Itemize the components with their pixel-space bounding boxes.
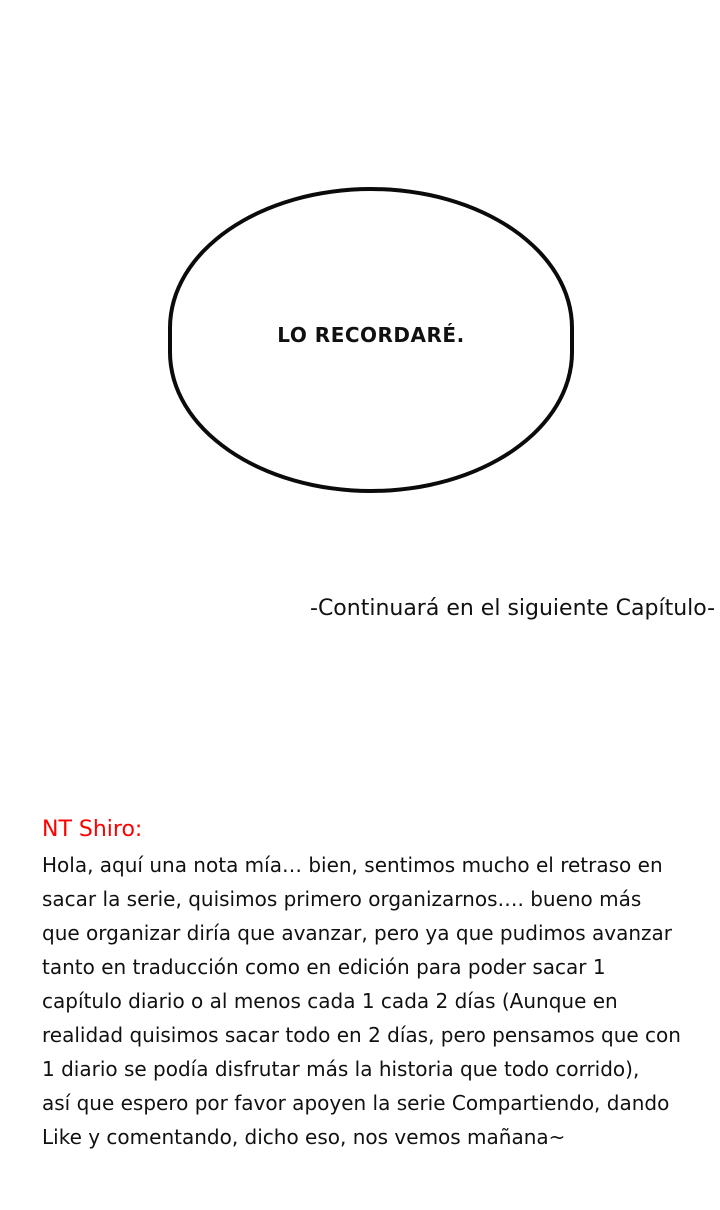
translator-note-author: NT Shiro: (42, 817, 143, 842)
translator-note-line: tanto en traducción como en edición para poder sacar 1 (42, 955, 606, 979)
translator-note-line: capítulo diario o al menos cada 1 cada 2 días (Aunque en (42, 989, 618, 1013)
translator-note-line: así que espero por favor apoyen la serie Compartiendo, dando (42, 1091, 670, 1115)
translator-note-line: sacar la serie, quisimos primero organizarnos…. bueno más (42, 887, 642, 911)
translator-note-line: Hola, aquí una nota mía… bien, sentimos mucho el retraso en (42, 853, 663, 877)
speech-bubble-text: LO RECORDARÉ. (277, 323, 465, 347)
translator-note-line: que organizar diría que avanzar, pero ya que pudimos avanzar (42, 921, 673, 945)
translator-note (42, 814, 702, 1154)
translator-note-line: 1 diario se podía disfrutar más la historia que todo corrido), (42, 1057, 640, 1081)
translator-note-line: Like y comentando, dicho eso, nos vemos mañana~ (42, 1125, 566, 1149)
speech-bubble (168, 187, 574, 493)
continuation-note: -Continuará en el siguiente Capítulo- (310, 596, 716, 621)
translator-note-line: realidad quisimos sacar todo en 2 días, pero pensamos que con (42, 1023, 681, 1047)
translator-note-body (42, 848, 702, 1154)
